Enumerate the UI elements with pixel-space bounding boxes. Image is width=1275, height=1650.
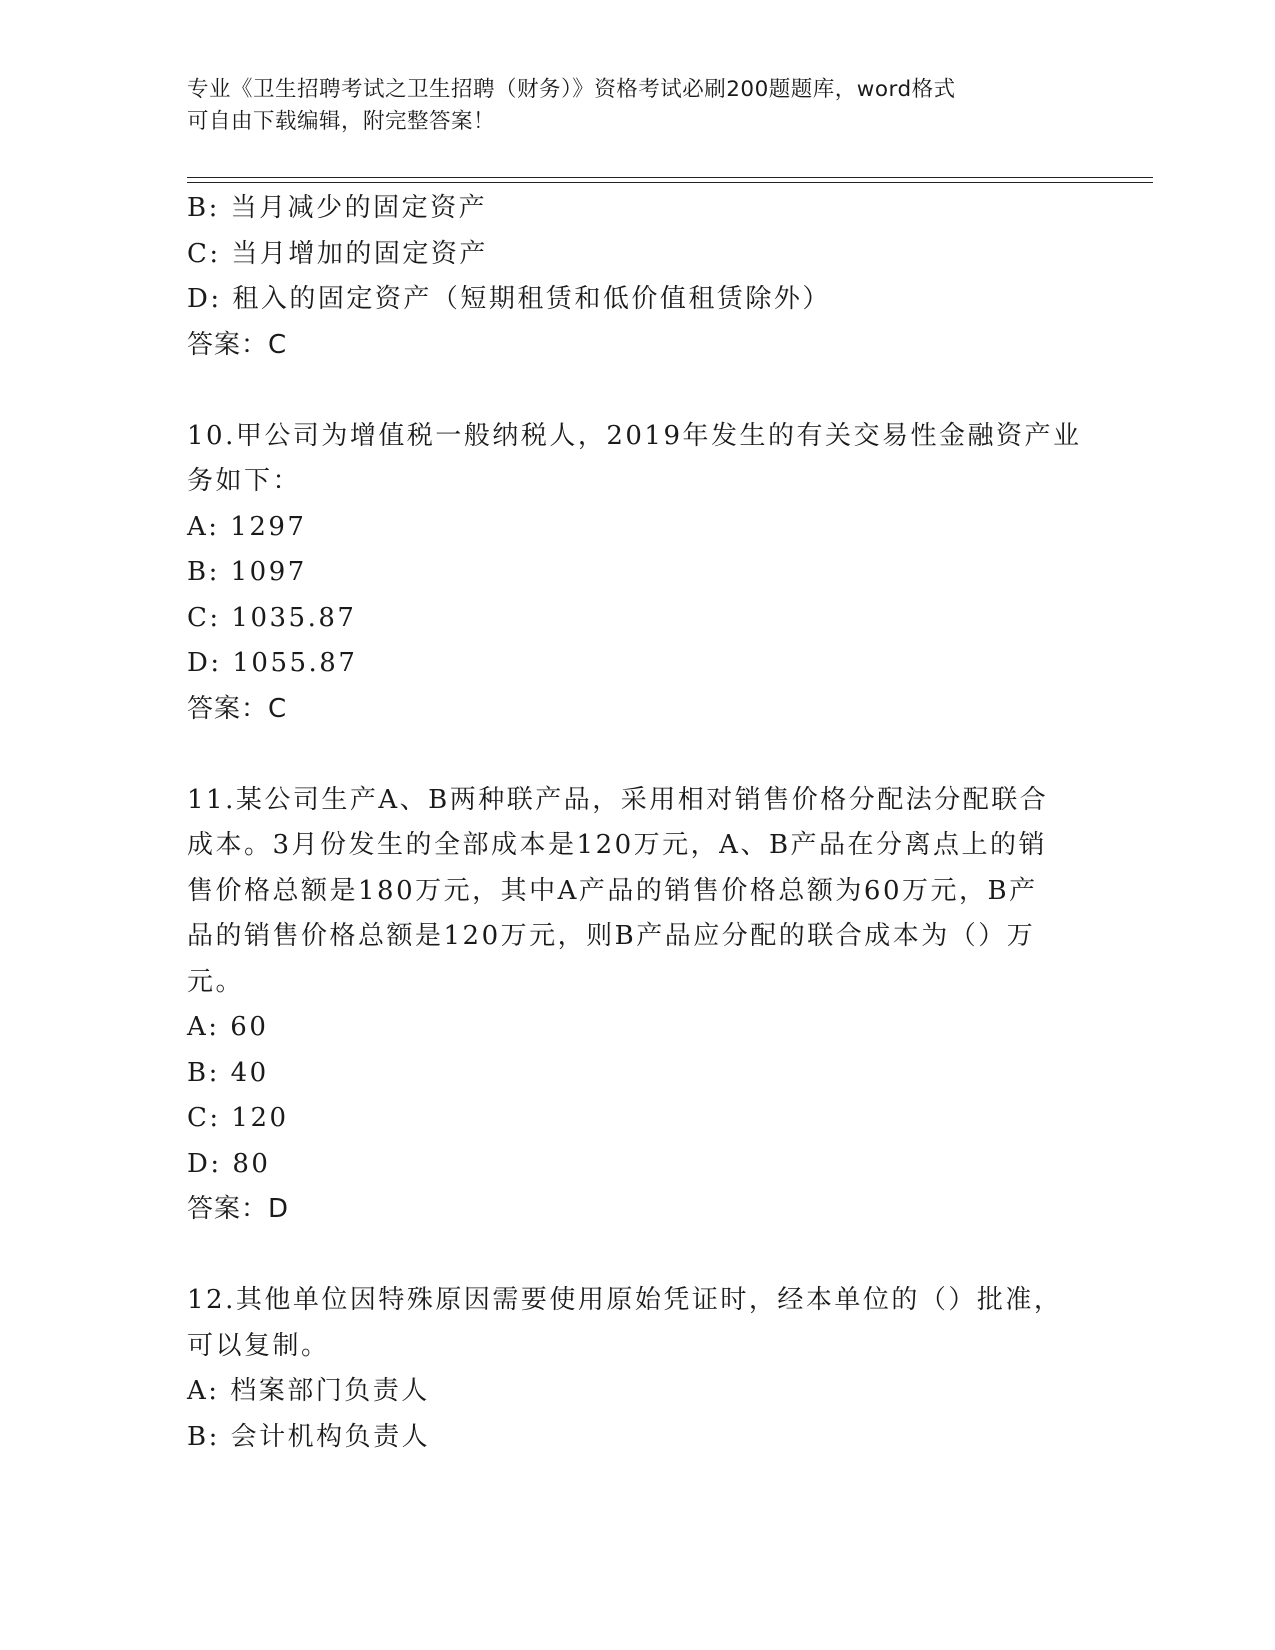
question-11-answer: 答案：D: [187, 1194, 290, 1224]
question-11-stem-line: 元。: [187, 966, 245, 997]
question-10-option-c: C: 1035.87: [187, 602, 357, 633]
question-11-stem-line: 售价格总额是180万元，其中A产品的销售价格总额为60万元，B产: [187, 875, 1038, 906]
question-11-option-b: B: 40: [187, 1057, 269, 1088]
question-11-option-a: A: 60: [187, 1012, 269, 1042]
document-header: [187, 74, 1087, 138]
question-11-stem-line: 成本。3月份发生的全部成本是120万元，A、B产品在分离点上的销: [187, 830, 1048, 860]
question-11: [187, 778, 1087, 1233]
question-10-stem-line: 务如下：: [187, 466, 302, 496]
question-10-option-d: D: 1055.87: [187, 648, 358, 678]
question-10-answer: 答案：C: [187, 693, 288, 724]
spacer: [187, 1233, 1087, 1279]
question-12-option-b: B: 会计机构负责人: [187, 1421, 431, 1452]
question-12: [187, 1278, 1087, 1460]
spacer: [187, 732, 1087, 778]
question-11-stem-line: 11.某公司生产A、B两种联产品，采用相对销售价格分配法分配联合: [187, 784, 1049, 815]
header-line-1: 专业《卫生招聘考试之卫生招聘（财务）》资格考试必刷200题题库，word格式: [187, 77, 956, 102]
header-line-2: 可自由下载编辑，附完整答案！: [187, 109, 496, 134]
question-9-option-c: C: 当月增加的固定资产: [187, 238, 488, 269]
question-10-option-a: A: 1297: [187, 511, 307, 542]
question-11-option-c: C: 120: [187, 1103, 289, 1133]
spacer: [187, 368, 1087, 414]
question-9: [187, 186, 1087, 368]
header-divider-top: [187, 177, 1153, 178]
header-divider-bottom: [187, 182, 1153, 183]
question-12-stem-line: 12.其他单位因特殊原因需要使用原始凭证时，经本单位的（）批准，: [187, 1285, 1063, 1315]
question-9-answer: 答案：C: [187, 329, 288, 360]
question-10-option-b: B: 1097: [187, 557, 307, 587]
question-11-option-d: D: 80: [187, 1148, 271, 1179]
question-12-option-a: A: 档案部门负责人: [187, 1376, 430, 1406]
question-10-stem-line: 10.甲公司为增值税一般纳税人，2019年发生的有关交易性金融资产业: [187, 420, 1082, 451]
question-10: [187, 414, 1087, 733]
question-list: [187, 186, 1087, 1460]
question-9-option-d: D: 租入的固定资产（短期租赁和低价值租赁除外）: [187, 284, 831, 314]
question-9-option-b: B: 当月减少的固定资产: [187, 193, 488, 223]
question-11-stem-line: 品的销售价格总额是120万元，则B产品应分配的联合成本为（）万: [187, 921, 1036, 951]
question-12-stem-line: 可以复制。: [187, 1330, 330, 1361]
